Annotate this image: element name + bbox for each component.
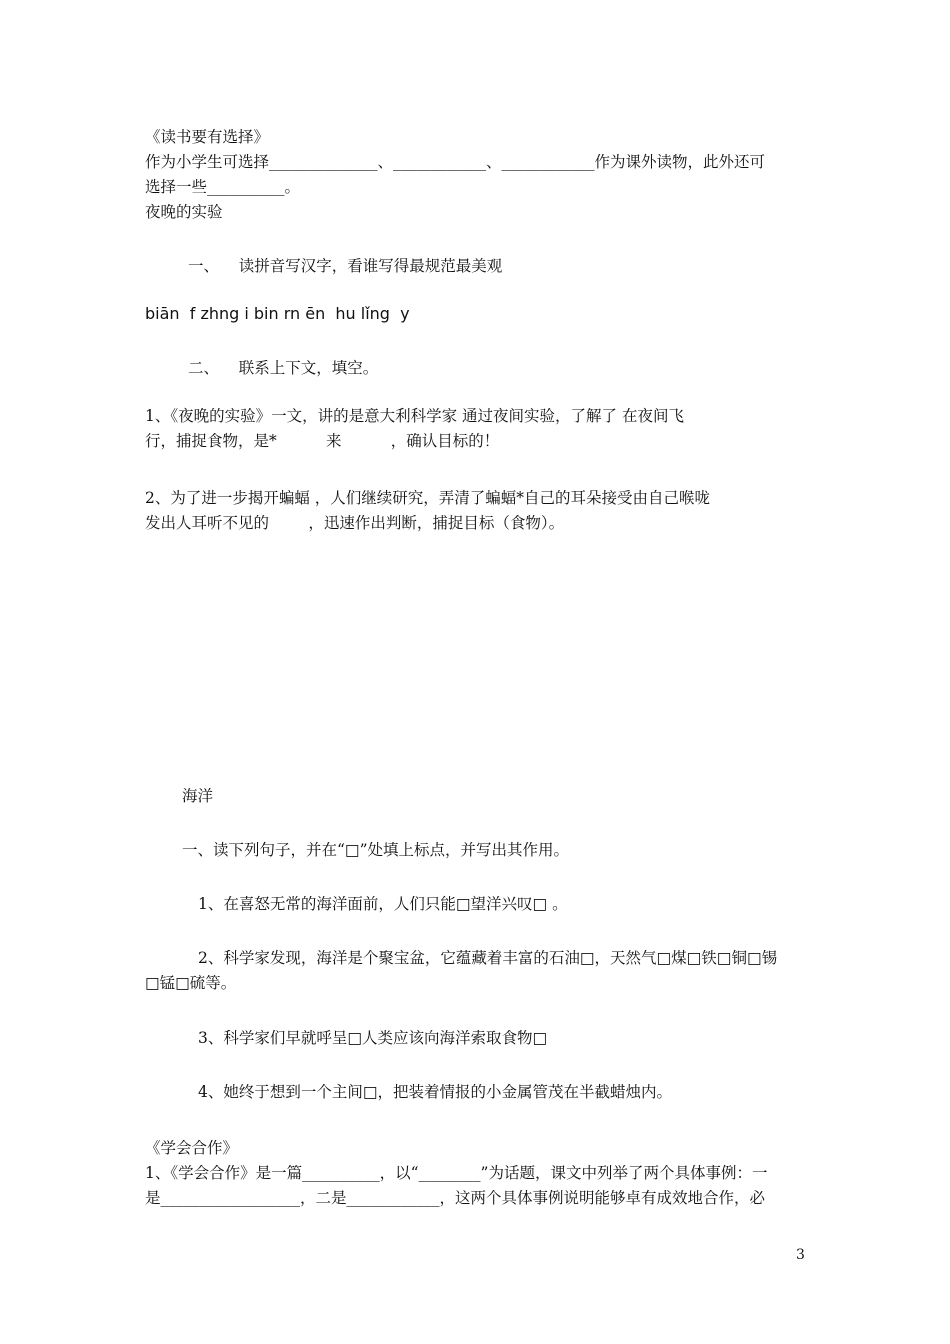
- question-heading-ocean: 一、读下列句子，并在“□”处填上标点，并写出其作用。: [182, 841, 569, 859]
- section-title-ocean: 海洋: [182, 787, 214, 805]
- pinyin-line: biān f zhng i bin rn ēn hu lǐng y: [145, 304, 410, 323]
- sentence-4: 4、她终于想到一个主间□，把装着情报的小金属管茂在半截蜡烛内。: [198, 1083, 673, 1101]
- sentence-1: 1、在喜怒无常的海洋面前，人们只能□望洋兴叹□ 。: [198, 895, 568, 913]
- fill-blank-item-1-line2: 行，捕捉食物，是* 来 ，确认目标的！: [145, 432, 500, 450]
- page-number: 3: [796, 1247, 805, 1263]
- fill-blank-item-1-line1: 1、《夜晚的实验》一文，讲的是意大利科学家 通过夜间实验，了解了 在夜间飞: [145, 407, 684, 425]
- paragraph-line: 是__________________，二是____________，这两个具体事例说明能够卓有成效地合作，必: [145, 1189, 766, 1207]
- sentence-2-line1: 2、科学家发现，海洋是个聚宝盆，它蕴藏着丰富的石油□，天然气□煤□铁□铜□锡: [198, 949, 778, 967]
- question-heading-1: 一、 读拼音写汉字，看谁写得最规范最美观: [188, 257, 503, 275]
- fill-blank-item-2-line1: 2、为了进一步揭开蝙蝠 ，人们继续研究，弄清了蝙蝠*自己的耳朵接受由自己喉咙: [145, 489, 711, 507]
- section-title-cooperation: 《学会合作》: [145, 1139, 239, 1157]
- section-title-reading-choice: 《读书要有选择》: [145, 128, 270, 146]
- paragraph-line: 选择一些__________。: [145, 178, 301, 196]
- sentence-3: 3、科学家们早就呼呈□人类应该向海洋索取食物□: [198, 1029, 548, 1047]
- paragraph-line: 1、《学会合作》是一篇__________，以“________”为话题，课文中列举了两个具体事例：一: [145, 1164, 768, 1182]
- fill-blank-item-2-line2: 发出人耳听不见的 ，迅速作出判断，捕捉目标（食物）。: [145, 514, 565, 532]
- sentence-2-line2: □锰□硫等。: [145, 974, 237, 992]
- paragraph-line: 作为小学生可选择______________、____________、____________作为课外读物，此外还可: [145, 153, 766, 171]
- section-title-night-experiment: 夜晚的实验: [145, 203, 223, 221]
- question-heading-2: 二、 联系上下文，填空。: [188, 359, 379, 377]
